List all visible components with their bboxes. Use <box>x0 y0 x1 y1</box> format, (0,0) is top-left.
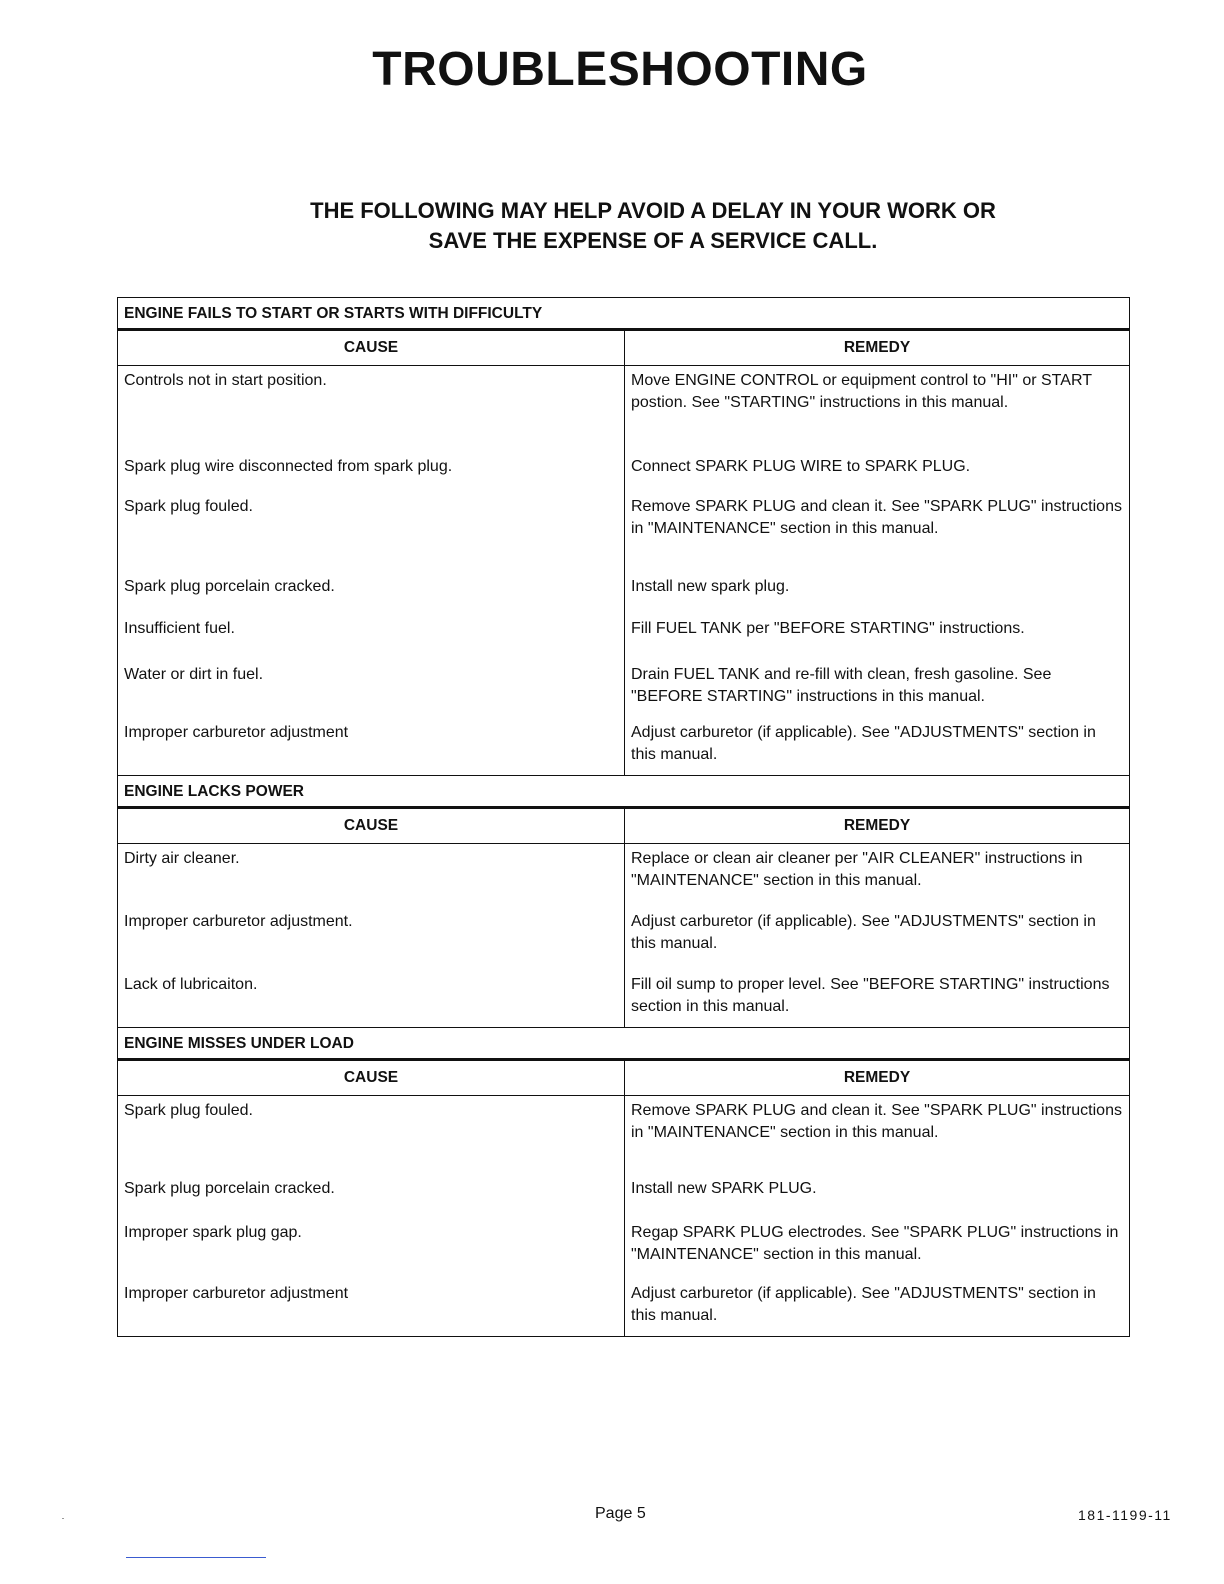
remedy-cell <box>625 844 1130 1028</box>
column-header-row <box>118 330 1130 366</box>
cause-cell <box>118 366 625 776</box>
remedy-item: Fill FUEL TANK per "BEFORE STARTING" instructions. <box>631 620 1025 637</box>
cause-column-header: CAUSE <box>118 330 625 366</box>
remedy-item: Adjust carburetor (if applicable). See "ADJUSTMENTS" section in this manual. <box>631 913 1096 952</box>
cause-item: Lack of lubricaiton. <box>124 976 258 993</box>
remedy-column-header: REMEDY <box>625 808 1130 844</box>
cause-item: Spark plug fouled. <box>124 498 253 515</box>
subtitle-line-2: SAVE THE EXPENSE OF A SERVICE CALL. <box>428 228 878 253</box>
section-body-row <box>118 844 1130 1028</box>
cause-item: Water or dirt in fuel. <box>124 666 264 683</box>
remedy-item: Remove SPARK PLUG and clean it. See "SPARK PLUG" instructions in "MAINTENANCE" section in this manual. <box>631 1102 1122 1141</box>
footer-rule <box>126 1557 266 1558</box>
remedy-column-header: REMEDY <box>625 1060 1130 1096</box>
remedy-item: Connect SPARK PLUG WIRE to SPARK PLUG. <box>631 458 971 475</box>
subtitle-line-1: THE FOLLOWING MAY HELP AVOID A DELAY IN YOUR WORK OR <box>310 198 996 223</box>
page-number: Page 5 <box>595 1505 646 1522</box>
section-header-row <box>118 298 1130 330</box>
cause-cell <box>118 1096 625 1337</box>
cause-item: Improper carburetor adjustment. <box>124 913 353 930</box>
column-header-row <box>118 1060 1130 1096</box>
page-title: TROUBLESHOOTING <box>372 43 868 96</box>
cause-column-header: CAUSE <box>118 808 625 844</box>
cause-item: Controls not in start position. <box>124 372 327 389</box>
cause-item: Spark plug porcelain cracked. <box>124 578 335 595</box>
cause-item: Spark plug wire disconnected from spark plug. <box>124 458 453 475</box>
remedy-cell <box>625 1096 1130 1337</box>
section-title-engine-misses-under-load: ENGINE MISSES UNDER LOAD <box>118 1028 1130 1060</box>
cause-item: Dirty air cleaner. <box>124 850 240 867</box>
section-header-row <box>118 776 1130 808</box>
section-body-row <box>118 1096 1130 1337</box>
cause-item: Improper carburetor adjustment <box>124 724 349 741</box>
cause-item: Spark plug porcelain cracked. <box>124 1180 335 1197</box>
remedy-item: Replace or clean air cleaner per "AIR CLEANER" instructions in "MAINTENANCE" section in this manual. <box>631 850 1083 889</box>
section-title-engine-fails-to-start: ENGINE FAILS TO START OR STARTS WITH DIFFICULTY <box>118 298 1130 330</box>
page-subtitle <box>0 196 1224 256</box>
column-header-row <box>118 808 1130 844</box>
cause-item: Improper carburetor adjustment <box>124 1285 349 1302</box>
remedy-item: Install new SPARK PLUG. <box>631 1180 817 1197</box>
remedy-item: Adjust carburetor (if applicable). See "ADJUSTMENTS" section in this manual. <box>631 724 1096 763</box>
section-header-row <box>118 1028 1130 1060</box>
cause-item: Insufficient fuel. <box>124 620 235 637</box>
cause-item: Spark plug fouled. <box>124 1102 253 1119</box>
remedy-column-header: REMEDY <box>625 330 1130 366</box>
remedy-item: Move ENGINE CONTROL or equipment control to "HI" or START postion. See "STARTING" instructions in this manual. <box>631 372 1092 411</box>
remedy-item: Regap SPARK PLUG electrodes. See "SPARK PLUG" instructions in "MAINTENANCE" section in this manual. <box>631 1224 1119 1263</box>
remedy-item: Install new spark plug. <box>631 578 790 595</box>
document-code: 181-1199-11 <box>1078 1507 1172 1523</box>
remedy-cell <box>625 366 1130 776</box>
remedy-item: Adjust carburetor (if applicable). See "ADJUSTMENTS" section in this manual. <box>631 1285 1096 1324</box>
scan-speck <box>62 1518 64 1519</box>
remedy-item: Drain FUEL TANK and re-fill with clean, fresh gasoline. See "BEFORE STARTING" instructions in this manual. <box>631 666 1052 705</box>
cause-item: Improper spark plug gap. <box>124 1224 302 1241</box>
cause-cell <box>118 844 625 1028</box>
section-body-row <box>118 366 1130 776</box>
section-title-engine-lacks-power: ENGINE LACKS POWER <box>118 776 1130 808</box>
cause-column-header: CAUSE <box>118 1060 625 1096</box>
troubleshooting-table <box>117 297 1130 1337</box>
remedy-item: Fill oil sump to proper level. See "BEFORE STARTING" instructions section in this manual. <box>631 976 1110 1015</box>
remedy-item: Remove SPARK PLUG and clean it. See "SPARK PLUG" instructions in "MAINTENANCE" section in this manual. <box>631 498 1122 537</box>
